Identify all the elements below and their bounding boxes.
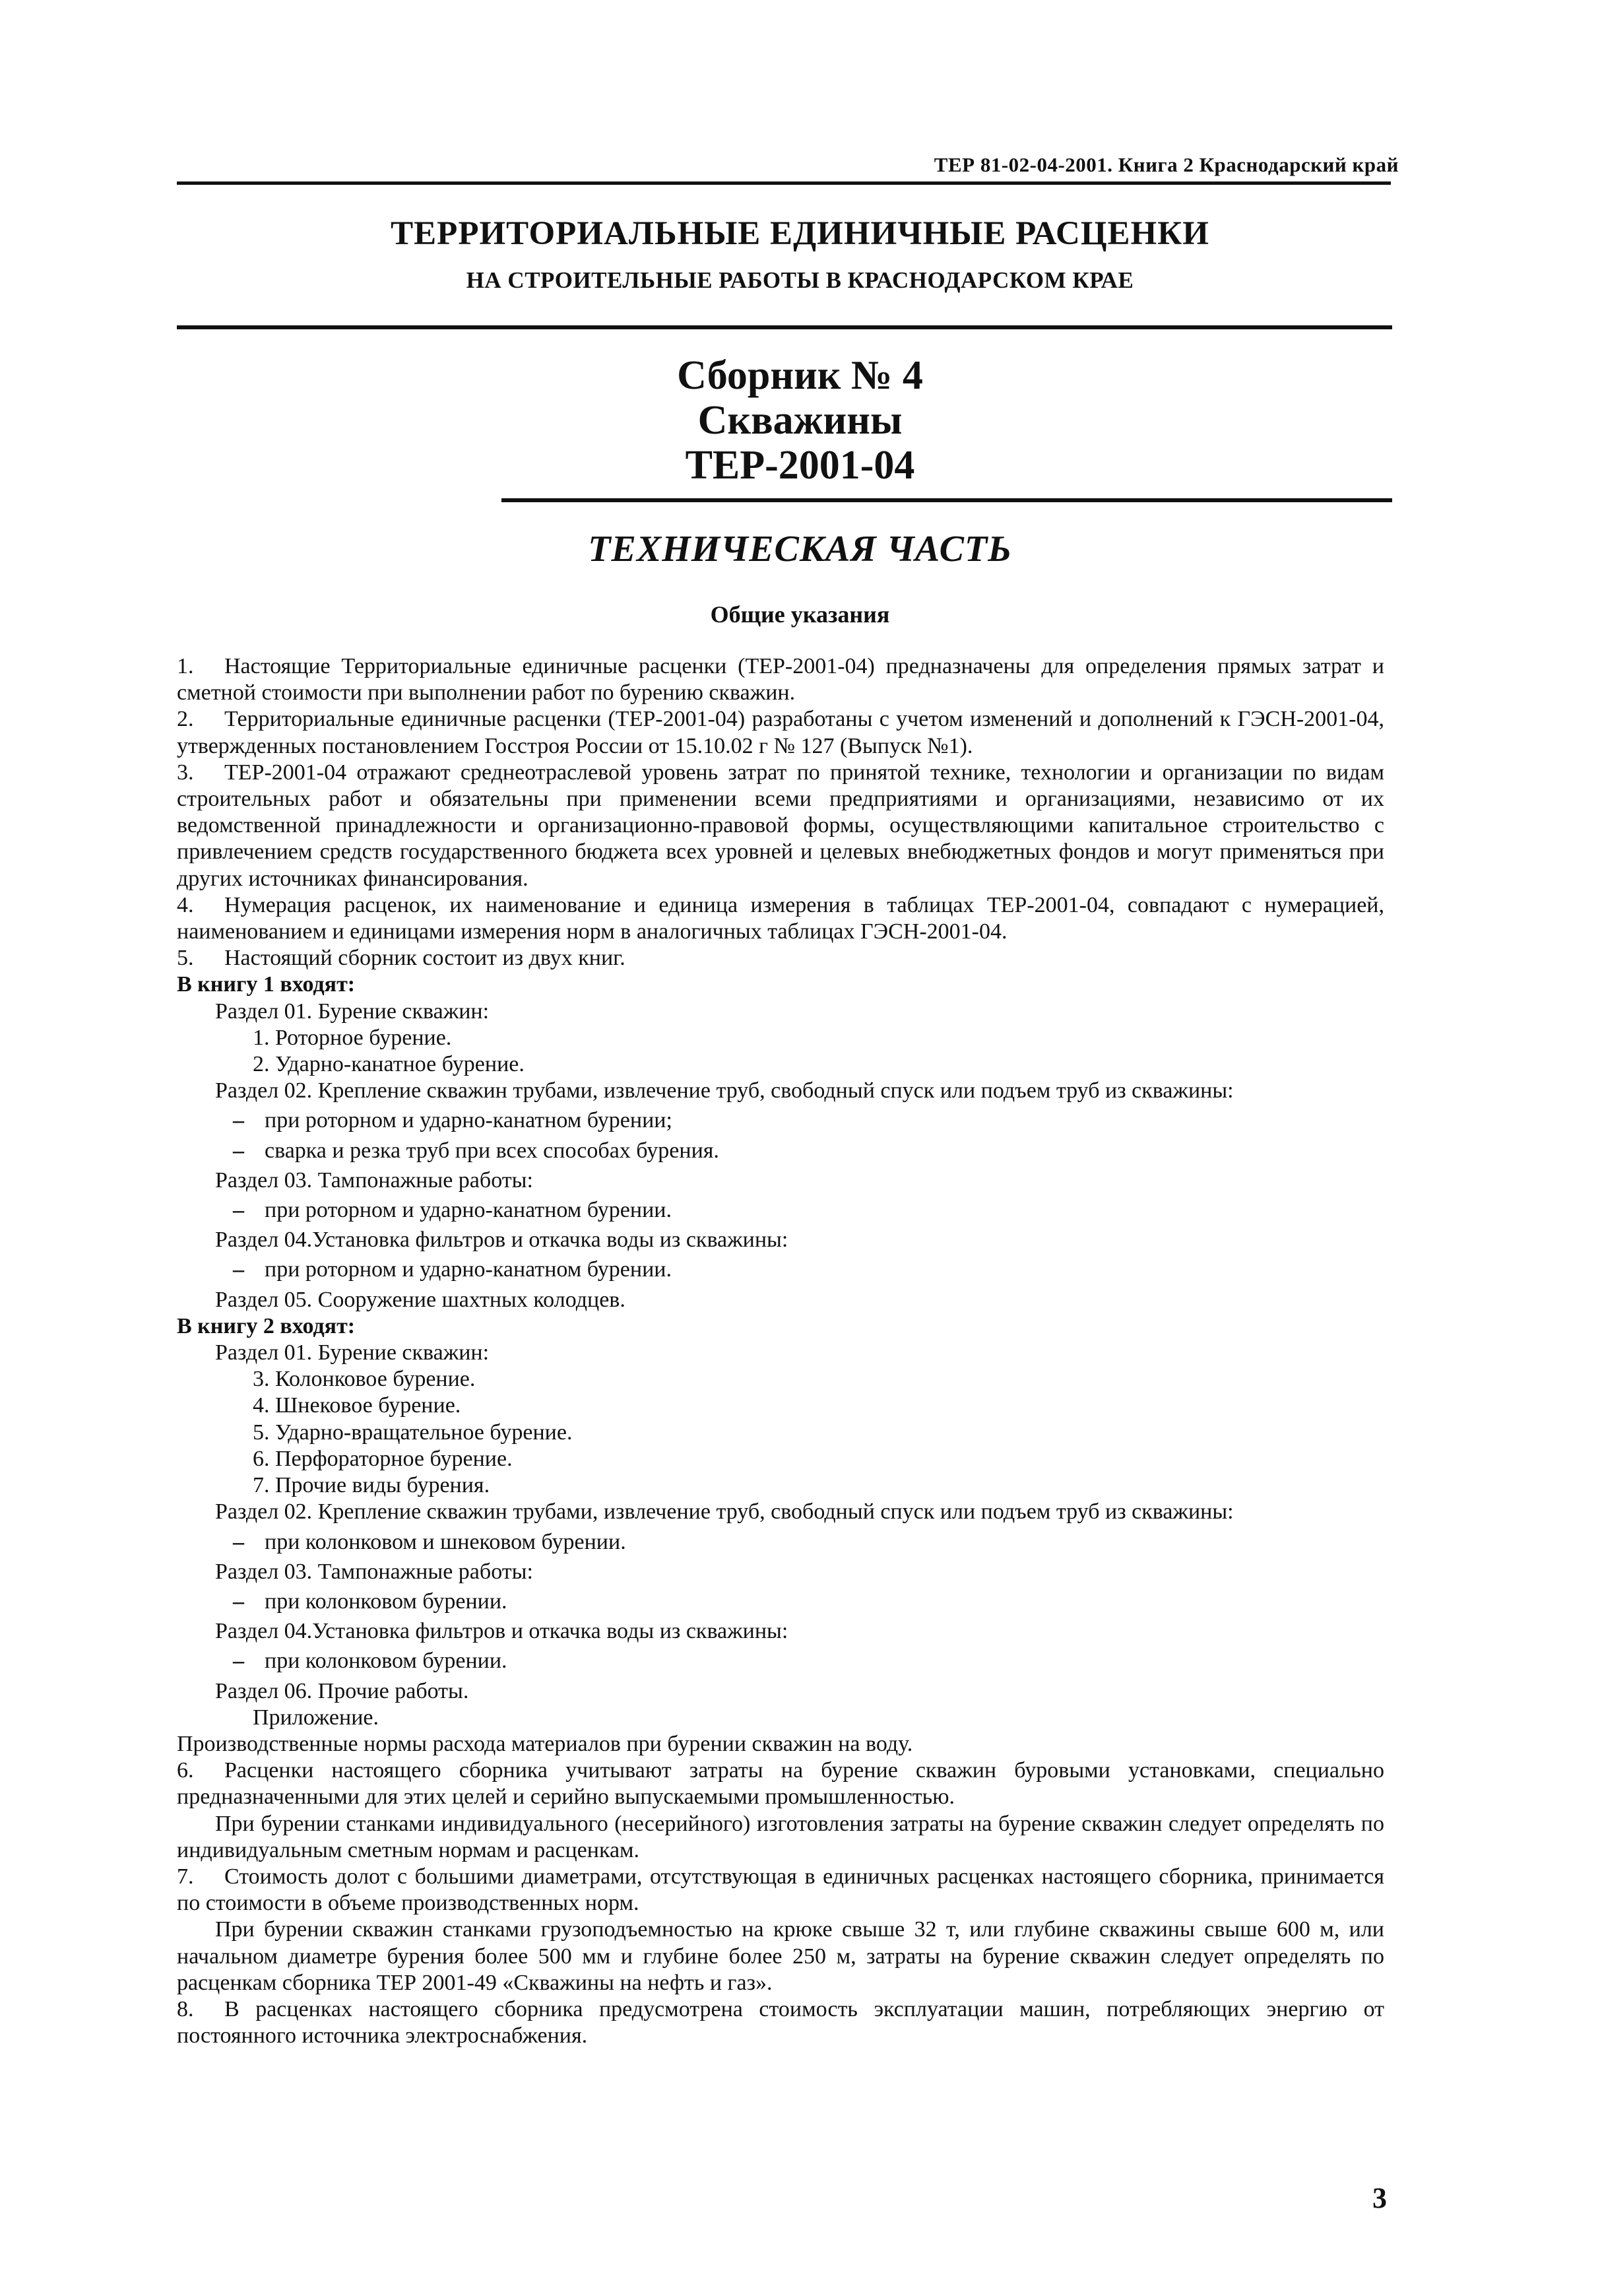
page-number: 3 [1372, 2182, 1387, 2214]
book2-section-01: Раздел 01. Бурение скважин: [215, 1340, 490, 1365]
paragraph-5: 5. Настоящий сборник состоит из двух книг. [177, 946, 625, 971]
book2-item-5: 5. Ударно-вращательное бурение. [253, 1420, 573, 1445]
book2-section-02: Раздел 02. Крепление скважин трубами, извлечение труб, свободный спуск или подъем труб из скважины: [215, 1499, 1234, 1525]
paragraph-7b: При бурении скважин станками грузоподъемностью на крюке свыше 32 т, или глубине скважины свыше 600 м, или начальном диаметре бурения более 500 мм и глубине более 250 м, затраты на бурение скважин следует определять по расценкам сборника ТЕР 2001-49 «Скважины на нефть и газ». [177, 1917, 1384, 1995]
book2-heading: В книгу 2 входят: [177, 1313, 356, 1338]
appendix-text: Производственные нормы расхода материалов при бурении скважин на воду. [177, 1731, 913, 1756]
document-title: ТЕРРИТОРИАЛЬНЫЕ ЕДИНИЧНЫЕ РАСЦЕНКИ [391, 215, 1209, 252]
book2-section-03: Раздел 03. Тампонажные работы: [215, 1559, 533, 1584]
collection-name: Скважины [697, 398, 903, 443]
book1-heading: В книгу 1 входят: [177, 972, 356, 997]
book1-s02-dash-2: – сварка и резка труб при всех способах бурения. [233, 1138, 719, 1163]
book1-section-03: Раздел 03. Тампонажные работы: [215, 1167, 533, 1193]
book1-item-2: 2. Ударно-канатное бурение. [253, 1052, 525, 1077]
paragraph-8: 8. В расценках настоящего сборника предусмотрена стоимость эксплуатации машин, потребляющих энергию от постоянного источника электроснабжения. [177, 1996, 1384, 2049]
collection-code: ТЕР-2001-04 [685, 443, 915, 488]
paragraph-4: 4. Нумерация расценок, их наименование и единица измерения в таблицах ТЕР-2001-04, совпадают с нумерацией, наименованием и единицами измерения норм в аналогичных таблицах ГЭСН-2001-04. [177, 892, 1384, 944]
section-title: ТЕХНИЧЕСКАЯ ЧАСТЬ [588, 529, 1012, 570]
paragraph-6: 6. Расценки настоящего сборника учитывают затраты на бурение скважин буровыми установками, специально предназначенными для этих целей и серийно выпускаемыми промышленностью. [177, 1758, 1384, 1810]
book1-s04-dash-1: – при роторном и ударно-канатном бурении. [233, 1257, 672, 1282]
book1-s02-dash-1: – при роторном и ударно-канатном бурении; [233, 1108, 672, 1133]
collection-rule [501, 498, 1392, 502]
subsection-title: Общие указания [710, 601, 890, 628]
paragraph-3: 3. ТЕР-2001-04 отражают среднеотраслевой уровень затрат по принятой технике, технологии и организации по видам строительных работ и обязательны при применении всеми предприятиями и организациями, независимо от их ведомственной принадлежности и организационно-правовой формы, осуществляющими капитальное строительство с привлечением средств государственного бюджета всех уровней и целевых внебюджетных фондов и могут применяться при других источниках финансирования. [177, 760, 1384, 891]
book1-section-05: Раздел 05. Сооружение шахтных колодцев. [215, 1287, 625, 1312]
book1-section-02: Раздел 02. Крепление скважин трубами, извлечение труб, свободный спуск или подъем труб из скважины: [215, 1078, 1234, 1103]
paragraph-2: 2. Территориальные единичные расценки (ТЕР-2001-04) разработаны с учетом изменений и дополнений к ГЭСН-2001-04, утвержденных постановлением Госстроя России от 15.10.02 г № 127 (Выпуск №1). [177, 707, 1384, 758]
paragraph-7: 7. Стоимость долот с большими диаметрами, отсутствующая в единичных расценках настоящего сборника, принимается по стоимости в объеме производственных норм. [177, 1864, 1384, 1916]
running-header: ТЕР 81-02-04-2001. Книга 2 Краснодарский край [934, 153, 1399, 176]
collection-heading [0, 353, 1600, 488]
book2-item-3: 3. Колонковое бурение. [253, 1367, 476, 1392]
title-rule [177, 325, 1392, 329]
collection-number: Сборник № 4 [677, 353, 923, 398]
paragraph-6b: При бурении станками индивидуального (несерийного) изготовления затраты на бурение скважин следует определять по индивидуальным сметным нормам и расценкам. [177, 1811, 1384, 1862]
book2-s04-dash-1: – при колонковом бурении. [233, 1649, 507, 1674]
book1-item-1: 1. Роторное бурение. [253, 1025, 452, 1050]
book2-s03-dash-1: – при колонковом бурении. [233, 1589, 507, 1614]
book2-s02-dash-1: – при колонковом и шнековом бурении. [233, 1529, 626, 1554]
paragraph-1: 1. Настоящие Территориальные единичные расценки (ТЕР-2001-04) предназначены для определения прямых затрат и сметной стоимости при выполнении работ по бурению скважин. [177, 654, 1384, 705]
appendix-label: Приложение. [253, 1705, 379, 1730]
book1-section-01: Раздел 01. Бурение скважин: [215, 999, 490, 1024]
book2-item-7: 7. Прочие виды бурения. [253, 1473, 490, 1498]
book1-s03-dash-1: – при роторном и ударно-канатном бурении. [233, 1198, 672, 1223]
document-subtitle: НА СТРОИТЕЛЬНЫЕ РАБОТЫ В КРАСНОДАРСКОМ КРАЕ [466, 267, 1134, 293]
book2-item-4: 4. Шнековое бурение. [253, 1393, 461, 1418]
book2-item-6: 6. Перфораторное бурение. [253, 1446, 513, 1471]
book2-section-04: Раздел 04.Установка фильтров и откачка воды из скважины: [215, 1619, 788, 1644]
header-rule [177, 181, 1391, 185]
book1-section-04: Раздел 04.Установка фильтров и откачка воды из скважины: [215, 1228, 788, 1253]
book2-section-06: Раздел 06. Прочие работы. [215, 1678, 469, 1703]
document-body [177, 653, 1384, 2049]
